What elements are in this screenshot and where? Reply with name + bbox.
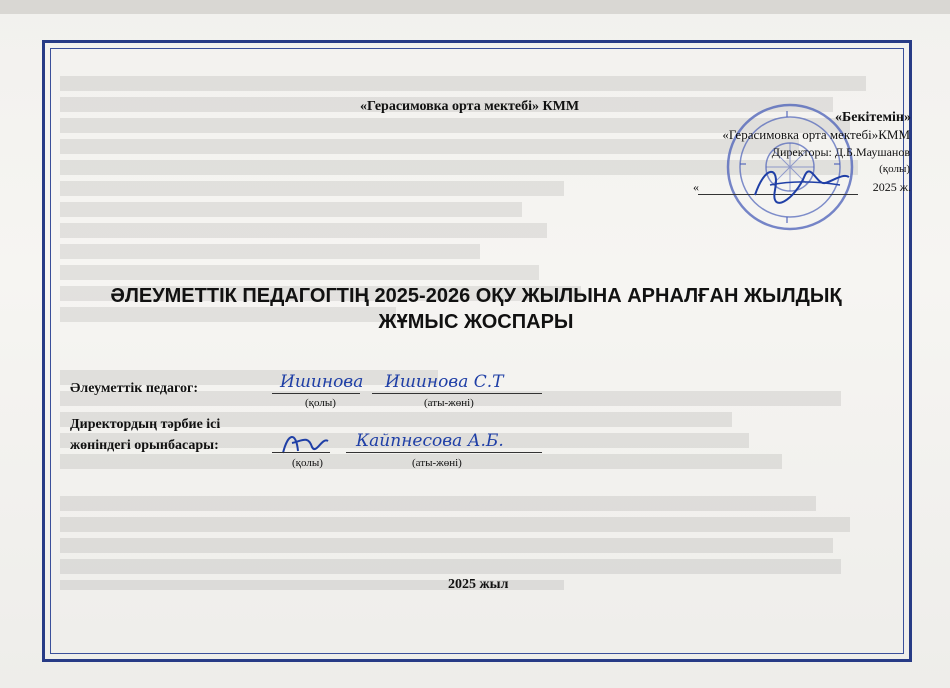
social-pedagog-signature-caption: (қолы) <box>305 397 336 409</box>
deputy-signature-line <box>272 452 330 453</box>
date-year: 2025 ж. <box>872 180 911 194</box>
social-pedagog-label: Әлеуметтік педагог: <box>70 381 199 396</box>
document-title-line1: ӘЛЕУМЕТТІК ПЕДАГОГТІҢ 2025-2026 ОҚУ ЖЫЛЫНА АРНАЛҒАН ЖЫЛДЫҚ <box>110 285 842 307</box>
deputy-label-line2: жөніндегі орынбасары: <box>70 438 219 453</box>
deputy-label-line1: Директордың тәрбие ісі <box>70 417 221 432</box>
deputy-name: Кайпнесова А.Б. <box>356 431 504 451</box>
social-pedagog-signature: Ишинова <box>280 372 364 392</box>
social-pedagog-name-caption: (аты-жөні) <box>424 397 474 409</box>
approval-director: Директоры: Д.Б.Маушанов <box>771 145 910 159</box>
deputy-signature <box>278 425 333 460</box>
social-pedagog-name: Ишинова С.Т <box>385 372 504 392</box>
document-year: 2025 жыл <box>448 577 509 592</box>
social-pedagog-name-line <box>372 393 542 394</box>
deputy-signature-caption: (қолы) <box>292 457 323 469</box>
approval-signed-caption: (қолы) <box>879 163 910 175</box>
scan-edge <box>0 0 950 14</box>
social-pedagog-signature-line <box>272 393 360 394</box>
date-quote: « <box>693 180 699 194</box>
director-signature <box>745 155 855 210</box>
approval-title: «Бекітемін» <box>834 110 911 125</box>
document-title <box>70 283 882 335</box>
school-name: «Герасимовка орта мектебі» КММ <box>360 99 580 114</box>
deputy-name-line <box>346 452 542 453</box>
approval-school: «Герасимовка орта мектебі»КММ <box>722 127 910 142</box>
deputy-name-caption: (аты-жөні) <box>412 457 462 469</box>
document-title-line2: ЖҰМЫС ЖОСПАРЫ <box>378 311 574 333</box>
